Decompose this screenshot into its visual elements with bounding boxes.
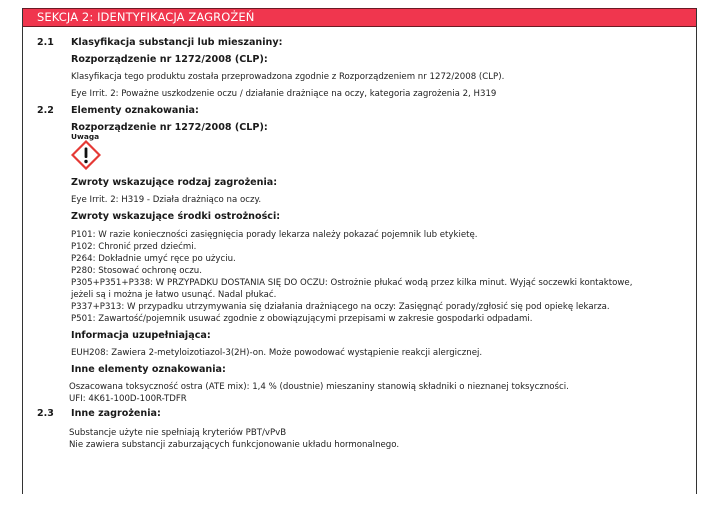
precaution-statements-heading: Zwroty wskazujące środki ostrożności: (71, 211, 281, 222)
signal-word: Uwaga (71, 132, 100, 141)
regulation-heading-2-2: Rozporządzenie nr 1272/2008 (CLP): (71, 122, 268, 133)
sds-section-frame (22, 8, 697, 494)
precaution-statement: P101: W razie konieczności zasięgnięcia porady lekarza należy pokazać pojemnik lub etykietę. (71, 230, 478, 240)
classification-eye-irrit: Eye Irrit. 2: Poważne uszkodzenie oczu / działanie drażniące na oczy, kategoria zagrożenia 2, H319 (71, 89, 497, 99)
precaution-statement: P337+P313: W przypadku utrzymywania się działania drażniącego na oczy: Zasięgnąć porady/zgłosić się pod opiekę lekarza. (71, 302, 610, 312)
ate-mix-text: Oszacowana toksyczność ostra (ATE mix): 1,4 % (doustnie) mieszaniny stanowią składniki o nieznanej toksyczności. (69, 382, 569, 392)
precaution-statement: P264: Dokładnie umyć ręce po użyciu. (71, 254, 236, 264)
classification-text: Klasyfikacja tego produktu została przeprowadzona zgodnie z Rozporządzeniem nr 1272/2008 (CLP). (71, 72, 505, 82)
precaution-statement: jeżeli są i można je łatwo usunąć. Nadal płukać. (71, 290, 277, 300)
supplementary-info-text: EUH208: Zawiera 2-metyloizotiazol-3(2H)-on. Może powodować wystąpienie reakcji alergicznej. (71, 348, 483, 358)
hazard-statement: Eye Irrit. 2: H319 - Działa drażniąco na oczy. (71, 195, 262, 205)
subsection-number-2-2: 2.2 (37, 105, 54, 116)
subsection-number-2-1: 2.1 (37, 37, 54, 48)
other-hazards-text: Nie zawiera substancji zaburzających funkcjonowanie układu hormonalnego. (69, 440, 400, 450)
regulation-heading-2-1: Rozporządzenie nr 1272/2008 (CLP): (71, 54, 268, 65)
subsection-heading-2-3: Inne zagrożenia: (71, 408, 161, 419)
supplementary-info-heading: Informacja uzupełniająca: (71, 330, 211, 341)
ufi-code: UFI: 4K61-100D-100R-TDFR (69, 394, 187, 404)
subsection-heading-2-2: Elementy oznakowania: (71, 105, 199, 116)
precaution-statement: P102: Chronić przed dziećmi. (71, 242, 197, 252)
subsection-heading-2-1: Klasyfikacja substancji lub mieszaniny: (71, 37, 283, 48)
section-header-bar (23, 8, 696, 27)
other-label-elements-heading: Inne elementy oznakowania: (71, 364, 226, 375)
ghs07-exclamation-icon (71, 140, 101, 170)
precaution-statement: P501: Zawartość/pojemnik usuwać zgodnie z obowiązującymi przepisami w zakresie gospodarki odpadami. (71, 314, 533, 324)
section-title: SEKCJA 2: IDENTYFIKACJA ZAGROŻEŃ (37, 10, 255, 24)
other-hazards-text: Substancje użyte nie spełniają kryteriów PBT/vPvB (69, 428, 287, 438)
precaution-statement: P280: Stosować ochronę oczu. (71, 266, 202, 276)
subsection-number-2-3: 2.3 (37, 408, 54, 419)
hazard-statements-heading: Zwroty wskazujące rodzaj zagrożenia: (71, 177, 278, 188)
precaution-statement: P305+P351+P338: W PRZYPADKU DOSTANIA SIĘ DO OCZU: Ostrożnie płukać wodą przez kilka minut. Wyjąć soczewki kontaktowe, (71, 278, 633, 288)
